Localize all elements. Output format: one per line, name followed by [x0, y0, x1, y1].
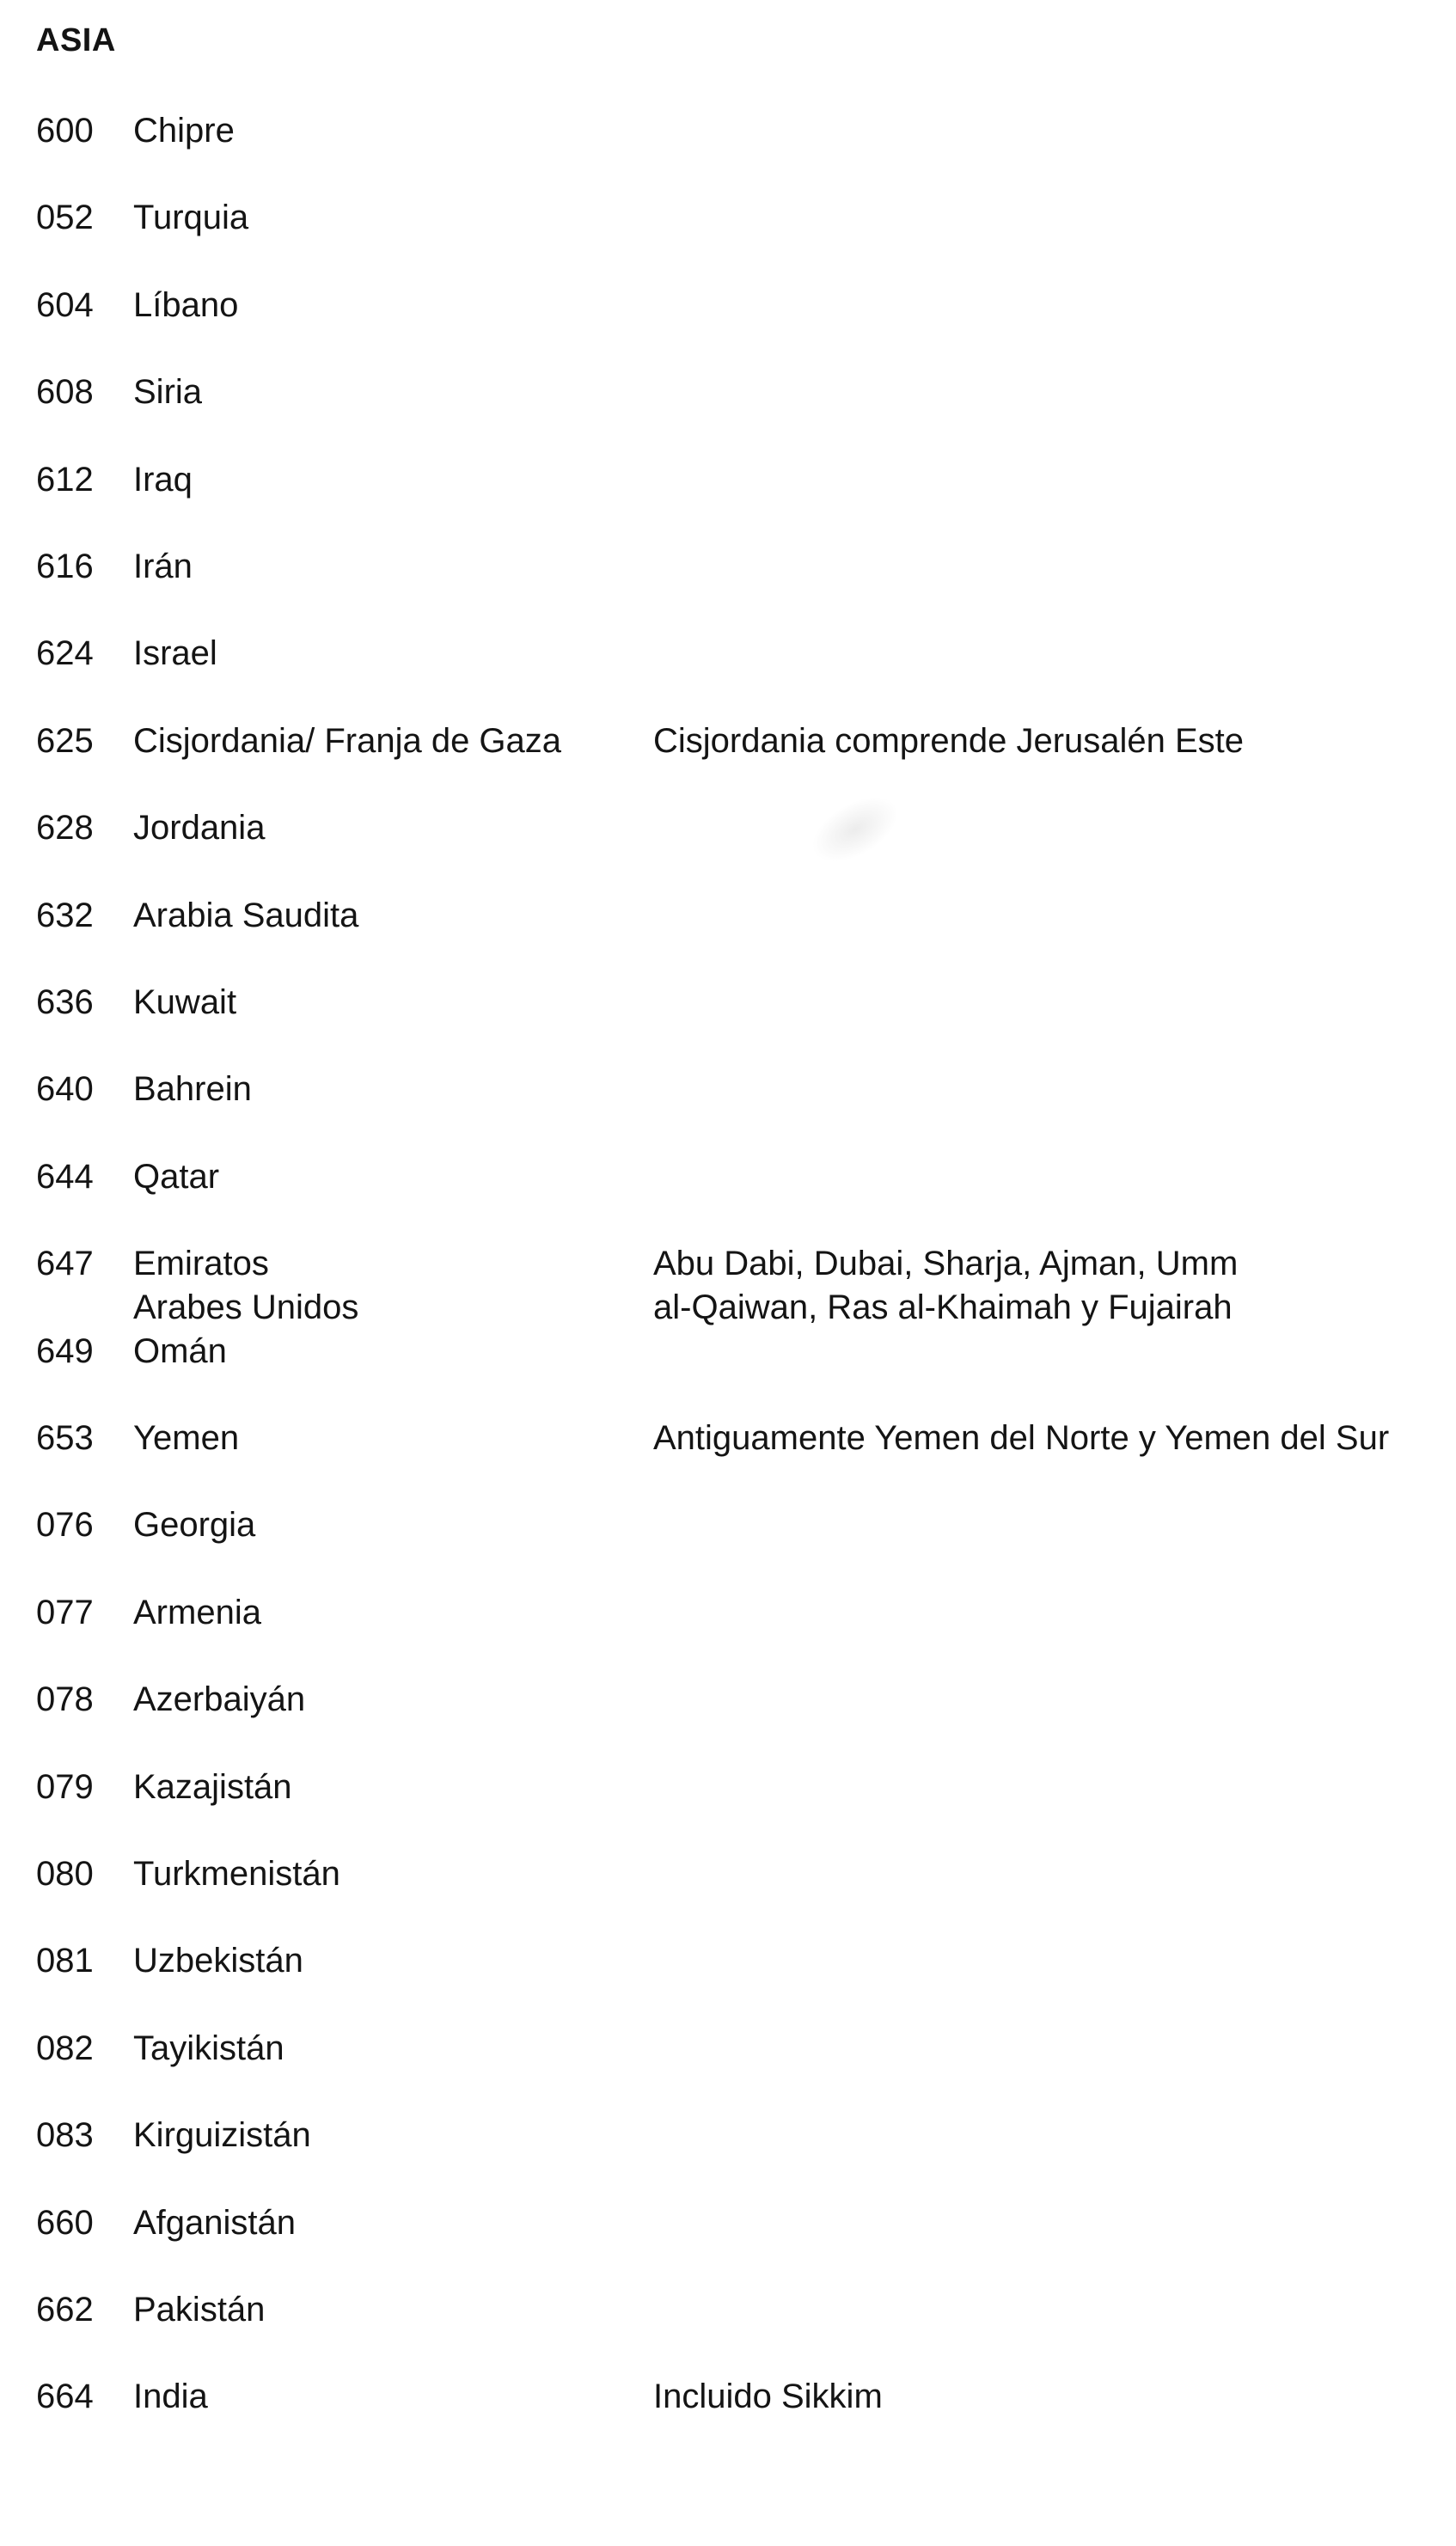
country-code: 052 — [36, 199, 94, 236]
country-code: 636 — [36, 983, 94, 1021]
country-name: Kirguizistán — [133, 2116, 311, 2154]
country-code: 077 — [36, 1594, 94, 1631]
country-name: Qatar — [133, 1158, 220, 1196]
country-code: 078 — [36, 1680, 94, 1718]
country-name: Israel — [133, 634, 217, 672]
country-code: 076 — [36, 1506, 94, 1544]
country-name: Líbano — [133, 286, 239, 324]
country-name: Chipre — [133, 112, 235, 150]
country-name: Iraq — [133, 461, 193, 499]
country-note: Antiguamente Yemen del Norte y Yemen del Sur — [653, 1419, 1390, 1457]
country-name: Armenia — [133, 1594, 261, 1631]
country-code: 600 — [36, 112, 94, 150]
country-code: 624 — [36, 634, 94, 672]
country-code: 604 — [36, 286, 94, 324]
country-code: 647 — [36, 1245, 94, 1282]
country-code: 664 — [36, 2378, 94, 2415]
country-code: 628 — [36, 809, 94, 847]
country-code: 632 — [36, 897, 94, 934]
scan-smudge — [801, 784, 908, 876]
country-name: Georgia — [133, 1506, 256, 1544]
country-name: Turkmenistán — [133, 1855, 340, 1893]
country-name: Jordania — [133, 809, 266, 847]
country-code: 081 — [36, 1942, 94, 1980]
country-name: Emiratos Arabes Unidos — [133, 1245, 359, 1326]
country-note: Abu Dabi, Dubai, Sharja, Ajman, Umm al-Qaiwan, Ras al-Khaimah y Fujairah — [653, 1245, 1239, 1326]
country-code: 653 — [36, 1419, 94, 1457]
country-code: 625 — [36, 722, 94, 760]
country-name: Yemen — [133, 1419, 240, 1457]
country-code: 608 — [36, 373, 94, 411]
country-name: Kazajistán — [133, 1768, 292, 1806]
country-code: 616 — [36, 548, 94, 585]
country-code: 649 — [36, 1332, 94, 1370]
country-name: Uzbekistán — [133, 1942, 303, 1980]
country-code: 083 — [36, 2116, 94, 2154]
country-name: Kuwait — [133, 983, 237, 1021]
country-name: Turquia — [133, 199, 249, 236]
country-name: India — [133, 2378, 208, 2415]
country-note: Cisjordania comprende Jerusalén Este — [653, 722, 1245, 760]
country-note: Incluido Sikkim — [653, 2378, 883, 2415]
country-code: 660 — [36, 2204, 94, 2242]
country-name: Tayikistán — [133, 2029, 284, 2067]
country-name: Afganistán — [133, 2204, 297, 2242]
country-name: Arabia Saudita — [133, 897, 359, 934]
country-code: 662 — [36, 2291, 94, 2329]
country-name: Siria — [133, 373, 203, 411]
country-name: Cisjordania/ Franja de Gaza — [133, 722, 562, 760]
country-name: Azerbaiyán — [133, 1680, 306, 1718]
section-heading: ASIA — [36, 22, 116, 58]
country-code: 082 — [36, 2029, 94, 2067]
country-name: Irán — [133, 548, 193, 585]
country-code: 640 — [36, 1070, 94, 1108]
country-name: Bahrein — [133, 1070, 252, 1108]
country-code: 612 — [36, 461, 94, 499]
country-code: 644 — [36, 1158, 94, 1196]
country-name: Omán — [133, 1332, 227, 1370]
country-code: 079 — [36, 1768, 94, 1806]
country-code: 080 — [36, 1855, 94, 1893]
country-name: Pakistán — [133, 2291, 266, 2329]
